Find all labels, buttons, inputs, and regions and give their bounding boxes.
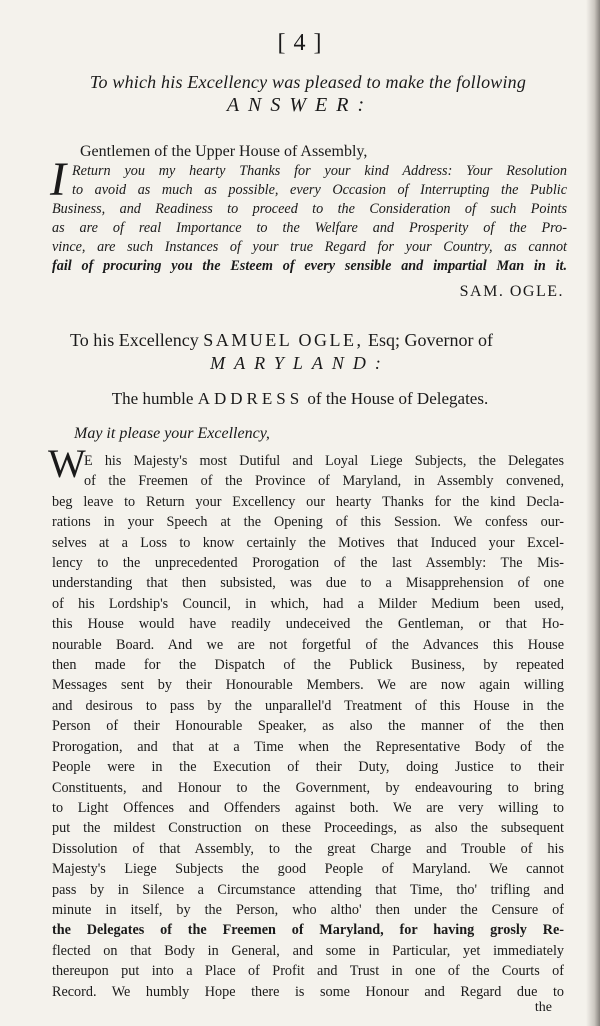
reply-line: as are of real Importance to the Welfare and Prosperity of the Pro- [52, 220, 567, 236]
body-line: People were in the Execution of their Duty, doing Justice to their [52, 759, 564, 776]
page-number: [ 4 ] [277, 30, 323, 56]
humble-pre: The humble [111, 389, 194, 408]
reply-drop-cap: I [50, 153, 66, 206]
body-line: put the mildest Construction on these Proceedings, as also the subsequent [52, 820, 564, 837]
body-line: Dissolution of that Assembly, to the great Charge and Trouble of his [52, 840, 564, 857]
reply-line: Business, and Readiness to proceed to the Consideration of such Points [52, 201, 567, 217]
body-line: Prorogation, and that at a Time when the Representative Body of the [52, 738, 564, 755]
body-line: nourable Board. And we are not forgetful of the Advances this House [52, 636, 564, 653]
page-edge-shadow [586, 0, 600, 1026]
body-line: Majesty's Liege Subjects the good People of Maryland. We cannot [52, 861, 564, 878]
reply-paragraph [52, 162, 567, 276]
body-line: of his Lordship's Council, in which, had a Milder Medium been used, [52, 595, 564, 612]
address-salutation: May it please your Excellency, [74, 425, 270, 442]
reply-line: to avoid as much as possible, every Occasion of Interrupting the Public [72, 182, 567, 198]
body-line: selves at a Loss to know certainly the Motives that Induced your Excel- [52, 534, 564, 551]
body-line: flected on that Body in General, and some in Particular, yet immediately [52, 942, 564, 959]
body-line: E his Majesty's most Dutiful and Loyal Liege Subjects, the Delegates [84, 453, 564, 469]
body-line: Record. We humbly Hope there is some Honour and Regard due to [52, 983, 564, 1000]
catchword: the [534, 1000, 552, 1015]
body-line: Person of their Honourable Speaker, as also the manner of the then [52, 718, 564, 735]
body-line: minute in itself, by the Person, who altho' then under the Censure of [52, 901, 564, 918]
body-line: Messages sent by their Honourable Members. We are now again willing [52, 677, 564, 694]
reply-line: Return you my hearty Thanks for your kind Address: Your Resolution [72, 163, 567, 179]
body-line: Constituents, and Honour to the Government, by endeavouring to bring [52, 779, 564, 796]
humble-word: ADDRESS [197, 389, 304, 408]
body-line: of the Freemen of the Province of Maryland, in Assembly convened, [84, 473, 564, 490]
address-heading [70, 330, 570, 351]
body-line: thereupon put into a Place of Profit and Trust in one of the Courts of [52, 963, 564, 980]
humble-post: of the House of Delegates. [307, 389, 489, 408]
body-drop-cap: W [48, 441, 86, 486]
body-line: understanding that then subsisted, was due to a Misapprehension of one [52, 575, 564, 592]
reply-line: vince, are such Instances of your true Regard for your Country, as cannot [52, 239, 567, 255]
body-line: to Light Offences and Offenders against both. We are very willing to [52, 799, 564, 816]
body-line: beg leave to Return your Excellency our hearty Thanks for the kind Decla- [52, 493, 564, 510]
address-body [52, 451, 564, 1002]
address-state: MARYLAND: [210, 353, 390, 373]
body-line: lency to the unprecedented Prorogation of the last Assembly: The Mis- [52, 555, 564, 572]
body-line: pass by in Silence a Circumstance attending that Time, tho' trifling and [52, 881, 564, 898]
answer-title: ANSWER: [226, 94, 374, 116]
answer-intro: To which his Excellency was pleased to make the following [89, 72, 527, 92]
address-title: Esq; Governor of [368, 330, 494, 350]
address-name: SAMUEL OGLE, [203, 330, 364, 350]
body-line: and desirous to pass by the unparallel'd Treatment of this House in the [52, 697, 564, 714]
address-to: To his Excellency [70, 330, 199, 350]
body-line: rations in your Speech at the Opening of this Session. We confess our- [52, 514, 564, 531]
body-line: this House would have readily undeceived the Gentleman, or that Ho- [52, 616, 564, 633]
body-line: the Delegates of the Freemen of Maryland, for having grosly Re- [52, 922, 564, 939]
reply-line: fail of procuring you the Esteem of every sensible and impartial Man in it. [52, 258, 567, 274]
address-subheading [0, 389, 600, 409]
signature: SAM. OGLE. [459, 283, 564, 300]
reply-salutation: Gentlemen of the Upper House of Assembly, [80, 143, 368, 160]
body-line: then made for the Dispatch of the Publick Business, by repeated [52, 657, 564, 674]
